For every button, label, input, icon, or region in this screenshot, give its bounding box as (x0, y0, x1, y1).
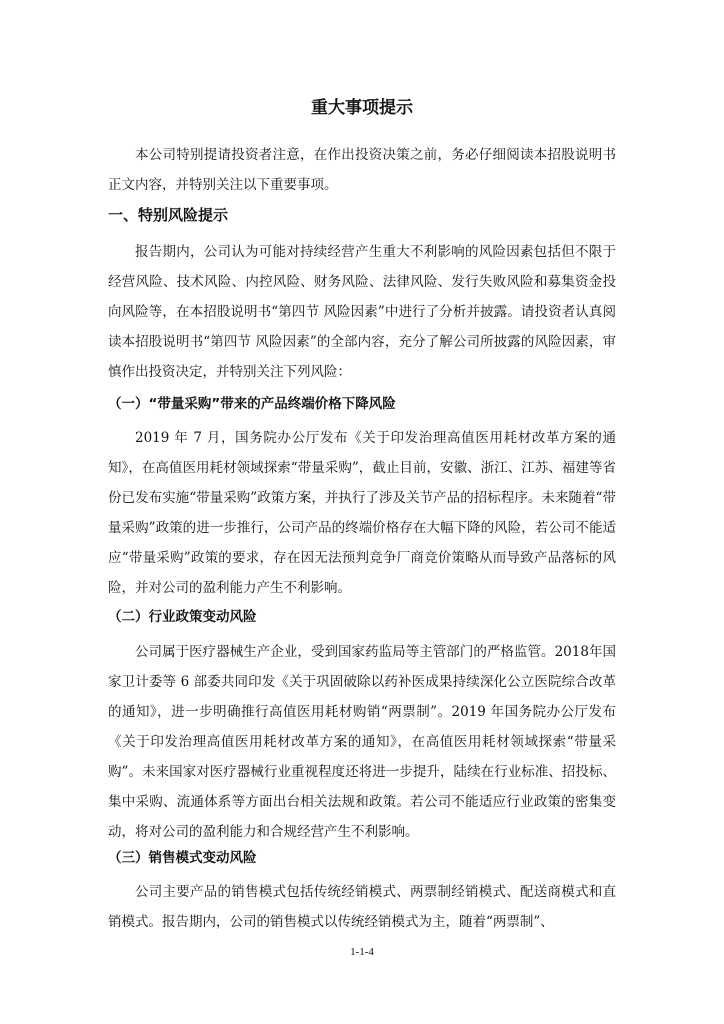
volume-procurement-paragraph: 2019 年 7 月，国务院办公厅发布《关于印发治理高值医用耗材改革方案的通知》，在高值医用耗材领域探索“带量采购”，截止目前，安徽、浙江、江苏、福建等省份已发布实施“带量采购”政策方案，并执行了涉及关节产品的招标程序。未来随着“带量采购”政策的进一步推行，公司产品的终端价格存在大幅下降的风险，若公司不能适应“带量采购”政策的要求，存在因无法预判竞争厂商竞价策略从而导致产品落标的风险，并对公司的盈利能力产生不利影响。 (108, 430, 616, 596)
subsection-heading-policy-risk: （二）行业政策变动风险 (108, 609, 257, 625)
intro-paragraph: 本公司特别提请投资者注意，在作出投资决策之前，务必仔细阅读本招股说明书正文内容，并特别关注以下重要事项。 (108, 147, 616, 193)
policy-risk-paragraph: 公司属于医疗器械生产企业，受到国家药监局等主管部门的严格监管。2018年国家卫计委等 6 部委共同印发《关于巩固破除以药补医成果持续深化公立医院综合改革的通知》，进一步明确推行高值医用耗材购销“两票制”。2019 年国务院办公厅发布《关于印发治理高值医用耗材改革方案的通知》，在高值医用耗材领域探索“带量采购”。未来国家对医疗器械行业重视程度还将进一步提升，陆续在行业标准、招投标、集中采购、流通体系等方面出台相关法规和政策。若公司不能适应行业政策的密集变动，将对公司的盈利能力和合规经营产生不利影响。 (108, 644, 616, 840)
special-risk-paragraph: 报告期内，公司认为可能对持续经营产生重大不利影响的风险因素包括但不限于经营风险、技术风险、内控风险、财务风险、法律风险、发行失败风险和募集资金投向风险等，在本招股说明书“第四节 风险因素”中进行了分析并披露。请投资者认真阅读本招股说明书“第四节 风险因素”的全部内容，充分了解公司所披露的风险因素，审慎作出投资决定，并特别关注下列风险： (108, 244, 616, 380)
section-heading-special-risk: 一、特别风险提示 (108, 206, 229, 224)
document-page (108, 0, 616, 1024)
page-number: 1-1-4 (350, 946, 374, 958)
sales-model-paragraph: 公司主要产品的销售模式包括传统经销模式、两票制经销模式、配送商模式和直销模式。报告期内，公司的销售模式以传统经销模式为主，随着“两票制”、 (108, 884, 616, 930)
page-title: 重大事项提示 (311, 98, 413, 118)
subsection-heading-sales-model: （三）销售模式变动风险 (108, 850, 257, 866)
subsection-heading-volume-procurement: （一）“带量采购”带来的产品终端价格下降风险 (108, 396, 396, 412)
